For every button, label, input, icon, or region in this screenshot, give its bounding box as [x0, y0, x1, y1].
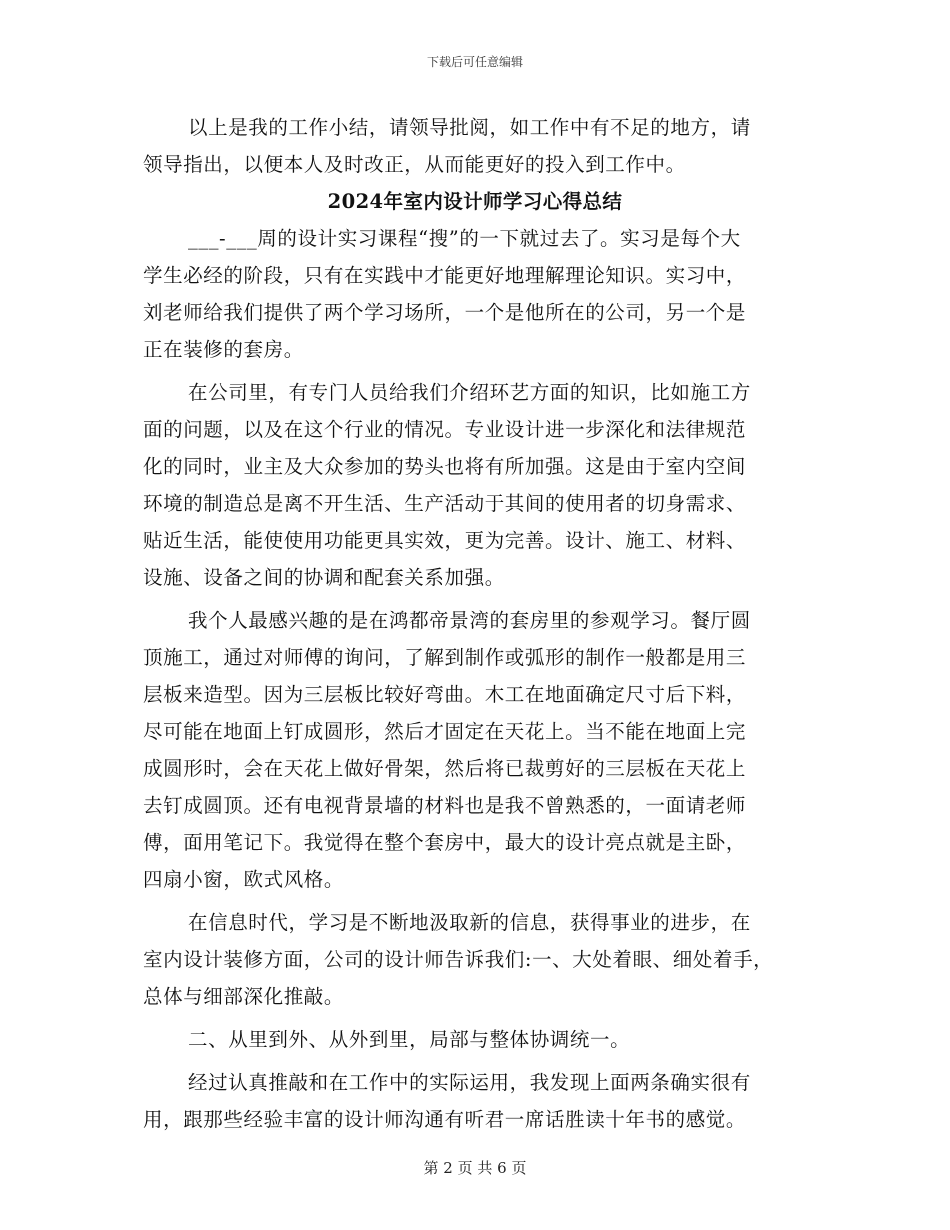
closing-paragraph	[143, 109, 807, 183]
text-line: 刘老师给我们提供了两个学习场所，一个是他所在的公司，另一个是	[143, 301, 747, 324]
text-line: 去钉成圆顶。还有电视背景墙的材料也是我不曾熟悉的，一面请老师	[143, 794, 747, 817]
text-line: 室内设计装修方面，公司的设计师告诉我们:一、大处着眼、细处着手，	[143, 948, 774, 971]
text-line: 化的同时，业主及大众参加的势头也将有所加强。这是由于室内空间	[143, 455, 747, 478]
text-line: 二、从里到外、从外到里，局部与整体协调统一。	[188, 1028, 631, 1051]
text-line: 傅，面用笔记下。我觉得在整个套房中，最大的设计亮点就是主卧，	[143, 831, 747, 854]
paragraph-2	[143, 374, 807, 596]
page-number: 第 2 页 共 6 页	[423, 1159, 527, 1177]
paragraph-5	[143, 1021, 807, 1058]
text-line: 用，跟那些经验丰富的设计师沟通有听君一席话胜读十年书的感觉。	[143, 1108, 747, 1131]
text-line: 总体与细部深化推敲。	[143, 985, 345, 1008]
text-line: 以上是我的工作小结，请领导批阅，如工作中有不足的地方，请	[188, 116, 751, 139]
text-line: 尽可能在地面上钉成圆形，然后才固定在天花上。当不能在地面上完	[143, 720, 747, 743]
text-line: 设施、设备之间的协调和配套关系加强。	[143, 566, 505, 589]
text-line: 层板来造型。因为三层板比较好弯曲。木工在地面确定尺寸后下料，	[143, 683, 747, 706]
text-line: 成圆形时，会在天花上做好骨架，然后将已裁剪好的三层板在天花上	[143, 757, 747, 780]
text-line: 领导指出，以便本人及时改正，从而能更好的投入到工作中。	[143, 153, 686, 176]
text-line: 贴近生活，能使使用功能更具实效，更为完善。设计、施工、材料、	[143, 529, 747, 552]
text-line: 顶施工，通过对师傅的询问，了解到制作或弧形的制作一般都是用三	[143, 646, 747, 669]
text-line: 学生必经的阶段，只有在实践中才能更好地理解理论知识。实习中，	[143, 264, 747, 287]
paragraph-1	[143, 220, 807, 368]
header-note: 下载后可任意编辑	[426, 55, 523, 69]
text-line: 在公司里，有专门人员给我们介绍环艺方面的知识，比如施工方	[188, 381, 751, 404]
paragraph-3	[143, 602, 807, 898]
text-line: 环境的制造总是离不开生活、生产活动于其间的使用者的切身需求、	[143, 492, 747, 515]
text-line: 面的问题，以及在这个行业的情况。专业设计进一步深化和法律规范	[143, 418, 747, 441]
text-line: 我个人最感兴趣的是在鸿都帝景湾的套房里的参观学习。餐厅圆	[188, 609, 751, 632]
paragraph-4	[143, 904, 807, 1015]
text-line: 正在装修的套房。	[143, 338, 304, 361]
text-line: ___-___周的设计实习课程“搜”的一下就过去了。实习是每个大	[188, 227, 741, 250]
text-line: 在信息时代，学习是不断地汲取新的信息，获得事业的进步，在	[188, 911, 751, 934]
document-title: 2024年室内设计师学习心得总结	[327, 190, 623, 213]
text-line: 四扇小窗，欧式风格。	[143, 868, 345, 891]
document-body	[143, 109, 807, 1138]
text-line: 经过认真推敲和在工作中的实际运用，我发现上面两条确实很有	[188, 1071, 751, 1094]
paragraph-6	[143, 1064, 807, 1138]
